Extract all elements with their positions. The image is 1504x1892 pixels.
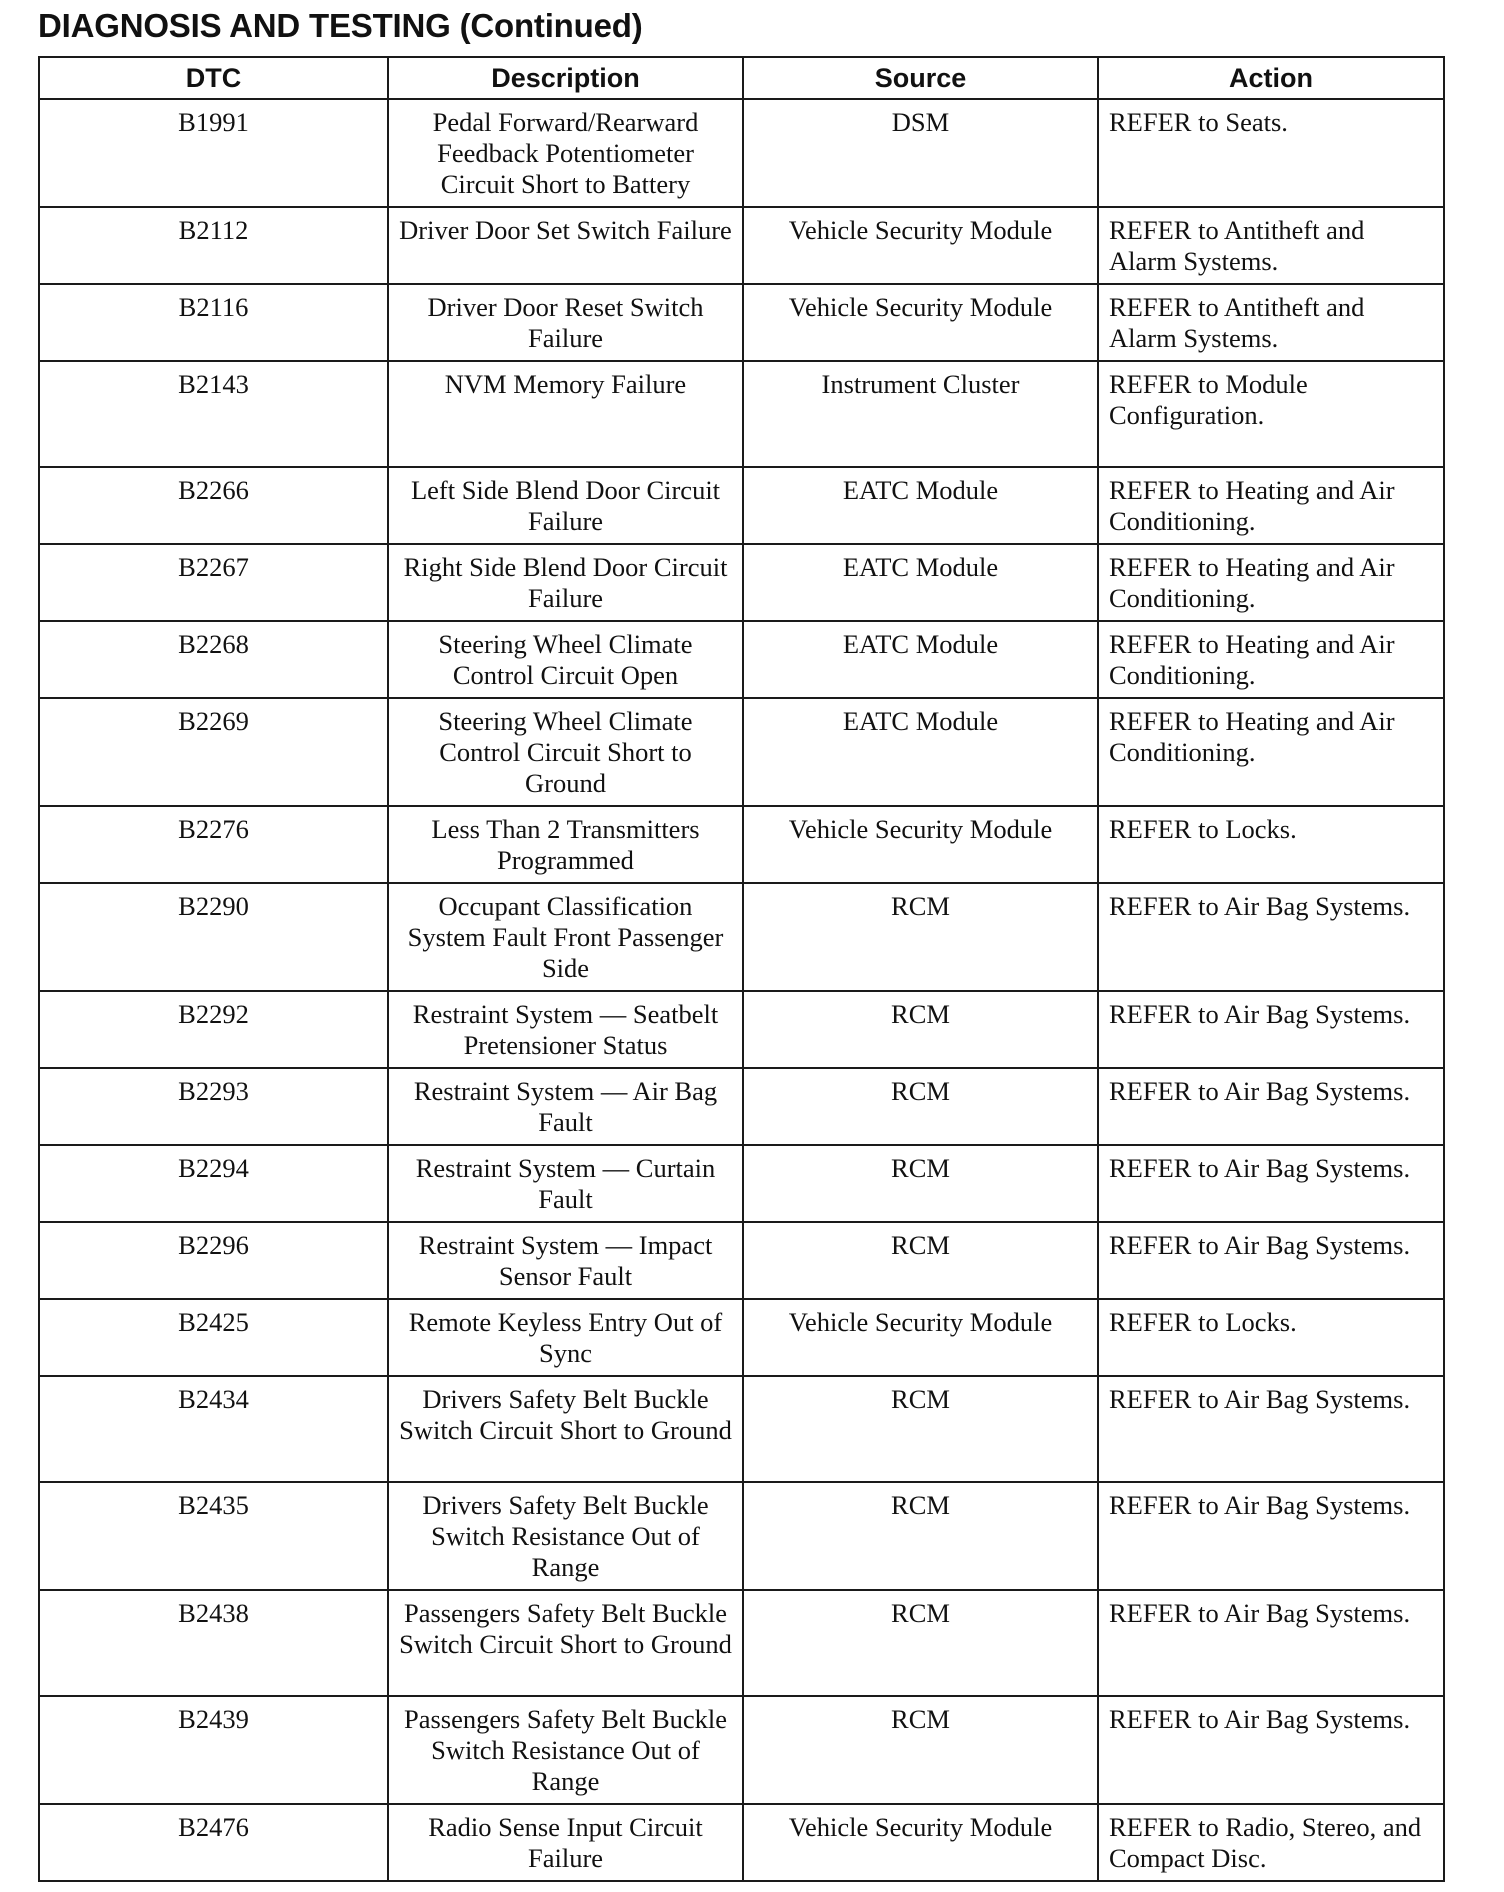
source-cell: RCM bbox=[743, 1222, 1098, 1299]
source-cell: EATC Module bbox=[743, 544, 1098, 621]
source-cell: Vehicle Security Module bbox=[743, 207, 1098, 284]
description-cell: Drivers Safety Belt Buckle Switch Resistance Out of Range bbox=[388, 1482, 743, 1590]
dtc-cell: B2266 bbox=[39, 467, 388, 544]
table-row bbox=[39, 99, 1444, 207]
dtc-cell: B2292 bbox=[39, 991, 388, 1068]
description-cell: Passengers Safety Belt Buckle Switch Circuit Short to Ground bbox=[388, 1590, 743, 1696]
description-cell: Restraint System — Impact Sensor Fault bbox=[388, 1222, 743, 1299]
table-row bbox=[39, 284, 1444, 361]
description-cell: Left Side Blend Door Circuit Failure bbox=[388, 467, 743, 544]
source-cell: RCM bbox=[743, 883, 1098, 991]
source-cell: RCM bbox=[743, 1482, 1098, 1590]
source-cell: EATC Module bbox=[743, 698, 1098, 806]
table-row bbox=[39, 1482, 1444, 1590]
action-cell: REFER to Air Bag Systems. bbox=[1098, 1222, 1444, 1299]
action-cell: REFER to Heating and Air Conditioning. bbox=[1098, 467, 1444, 544]
action-cell: REFER to Air Bag Systems. bbox=[1098, 1145, 1444, 1222]
page-title: DIAGNOSIS AND TESTING (Continued) bbox=[38, 7, 643, 44]
table-row bbox=[39, 698, 1444, 806]
action-cell: REFER to Locks. bbox=[1098, 806, 1444, 883]
action-cell: REFER to Air Bag Systems. bbox=[1098, 1376, 1444, 1482]
source-cell: Instrument Cluster bbox=[743, 361, 1098, 467]
dtc-cell: B2438 bbox=[39, 1590, 388, 1696]
dtc-cell: B2290 bbox=[39, 883, 388, 991]
description-cell: Right Side Blend Door Circuit Failure bbox=[388, 544, 743, 621]
source-cell: Vehicle Security Module bbox=[743, 806, 1098, 883]
table-row bbox=[39, 991, 1444, 1068]
action-cell: REFER to Seats. bbox=[1098, 99, 1444, 207]
table-row bbox=[39, 1696, 1444, 1804]
action-cell: REFER to Locks. bbox=[1098, 1299, 1444, 1376]
source-cell: EATC Module bbox=[743, 621, 1098, 698]
action-cell: REFER to Radio, Stereo, and Compact Disc. bbox=[1098, 1804, 1444, 1881]
table-row bbox=[39, 806, 1444, 883]
table-row bbox=[39, 621, 1444, 698]
source-cell: RCM bbox=[743, 1145, 1098, 1222]
description-cell: NVM Memory Failure bbox=[388, 361, 743, 467]
dtc-cell: B2476 bbox=[39, 1804, 388, 1881]
description-cell: Restraint System — Air Bag Fault bbox=[388, 1068, 743, 1145]
action-cell: REFER to Heating and Air Conditioning. bbox=[1098, 544, 1444, 621]
source-cell: EATC Module bbox=[743, 467, 1098, 544]
action-cell: REFER to Antitheft and Alarm Systems. bbox=[1098, 284, 1444, 361]
table-row bbox=[39, 1068, 1444, 1145]
action-cell: REFER to Air Bag Systems. bbox=[1098, 991, 1444, 1068]
dtc-cell: B2116 bbox=[39, 284, 388, 361]
table-row bbox=[39, 1145, 1444, 1222]
table-row bbox=[39, 361, 1444, 467]
dtc-cell: B2434 bbox=[39, 1376, 388, 1482]
dtc-cell: B2269 bbox=[39, 698, 388, 806]
action-cell: REFER to Heating and Air Conditioning. bbox=[1098, 621, 1444, 698]
table-row bbox=[39, 1376, 1444, 1482]
dtc-cell: B2439 bbox=[39, 1696, 388, 1804]
table-row bbox=[39, 467, 1444, 544]
description-cell: Passengers Safety Belt Buckle Switch Resistance Out of Range bbox=[388, 1696, 743, 1804]
table-row bbox=[39, 1804, 1444, 1881]
table-row bbox=[39, 544, 1444, 621]
table-row bbox=[39, 207, 1444, 284]
dtc-cell: B2268 bbox=[39, 621, 388, 698]
description-cell: Restraint System — Seatbelt Pretensioner Status bbox=[388, 991, 743, 1068]
column-header-description: Description bbox=[388, 57, 743, 99]
description-cell: Remote Keyless Entry Out of Sync bbox=[388, 1299, 743, 1376]
table-row bbox=[39, 883, 1444, 991]
action-cell: REFER to Air Bag Systems. bbox=[1098, 1482, 1444, 1590]
action-cell: REFER to Air Bag Systems. bbox=[1098, 883, 1444, 991]
source-cell: DSM bbox=[743, 99, 1098, 207]
description-cell: Driver Door Set Switch Failure bbox=[388, 207, 743, 284]
description-cell: Less Than 2 Transmitters Programmed bbox=[388, 806, 743, 883]
dtc-cell: B2294 bbox=[39, 1145, 388, 1222]
dtc-table bbox=[38, 56, 1445, 1882]
table-row bbox=[39, 1590, 1444, 1696]
source-cell: RCM bbox=[743, 1696, 1098, 1804]
dtc-cell: B2143 bbox=[39, 361, 388, 467]
source-cell: RCM bbox=[743, 1376, 1098, 1482]
dtc-cell: B2276 bbox=[39, 806, 388, 883]
table-header-row bbox=[39, 57, 1444, 99]
dtc-cell: B2267 bbox=[39, 544, 388, 621]
dtc-cell: B1991 bbox=[39, 99, 388, 207]
source-cell: RCM bbox=[743, 1068, 1098, 1145]
action-cell: REFER to Air Bag Systems. bbox=[1098, 1590, 1444, 1696]
dtc-cell: B2435 bbox=[39, 1482, 388, 1590]
column-header-dtc: DTC bbox=[39, 57, 388, 99]
dtc-cell: B2112 bbox=[39, 207, 388, 284]
description-cell: Restraint System — Curtain Fault bbox=[388, 1145, 743, 1222]
source-cell: Vehicle Security Module bbox=[743, 1804, 1098, 1881]
source-cell: RCM bbox=[743, 991, 1098, 1068]
action-cell: REFER to Heating and Air Conditioning. bbox=[1098, 698, 1444, 806]
source-cell: Vehicle Security Module bbox=[743, 1299, 1098, 1376]
action-cell: REFER to Air Bag Systems. bbox=[1098, 1068, 1444, 1145]
dtc-cell: B2425 bbox=[39, 1299, 388, 1376]
description-cell: Radio Sense Input Circuit Failure bbox=[388, 1804, 743, 1881]
description-cell: Occupant Classification System Fault Front Passenger Side bbox=[388, 883, 743, 991]
dtc-cell: B2293 bbox=[39, 1068, 388, 1145]
description-cell: Steering Wheel Climate Control Circuit Open bbox=[388, 621, 743, 698]
column-header-source: Source bbox=[743, 57, 1098, 99]
description-cell: Steering Wheel Climate Control Circuit Short to Ground bbox=[388, 698, 743, 806]
description-cell: Pedal Forward/Rearward Feedback Potentiometer Circuit Short to Battery bbox=[388, 99, 743, 207]
action-cell: REFER to Module Configuration. bbox=[1098, 361, 1444, 467]
dtc-cell: B2296 bbox=[39, 1222, 388, 1299]
action-cell: REFER to Antitheft and Alarm Systems. bbox=[1098, 207, 1444, 284]
table-row bbox=[39, 1222, 1444, 1299]
table-row bbox=[39, 1299, 1444, 1376]
column-header-action: Action bbox=[1098, 57, 1444, 99]
description-cell: Driver Door Reset Switch Failure bbox=[388, 284, 743, 361]
action-cell: REFER to Air Bag Systems. bbox=[1098, 1696, 1444, 1804]
source-cell: RCM bbox=[743, 1590, 1098, 1696]
description-cell: Drivers Safety Belt Buckle Switch Circuit Short to Ground bbox=[388, 1376, 743, 1482]
source-cell: Vehicle Security Module bbox=[743, 284, 1098, 361]
